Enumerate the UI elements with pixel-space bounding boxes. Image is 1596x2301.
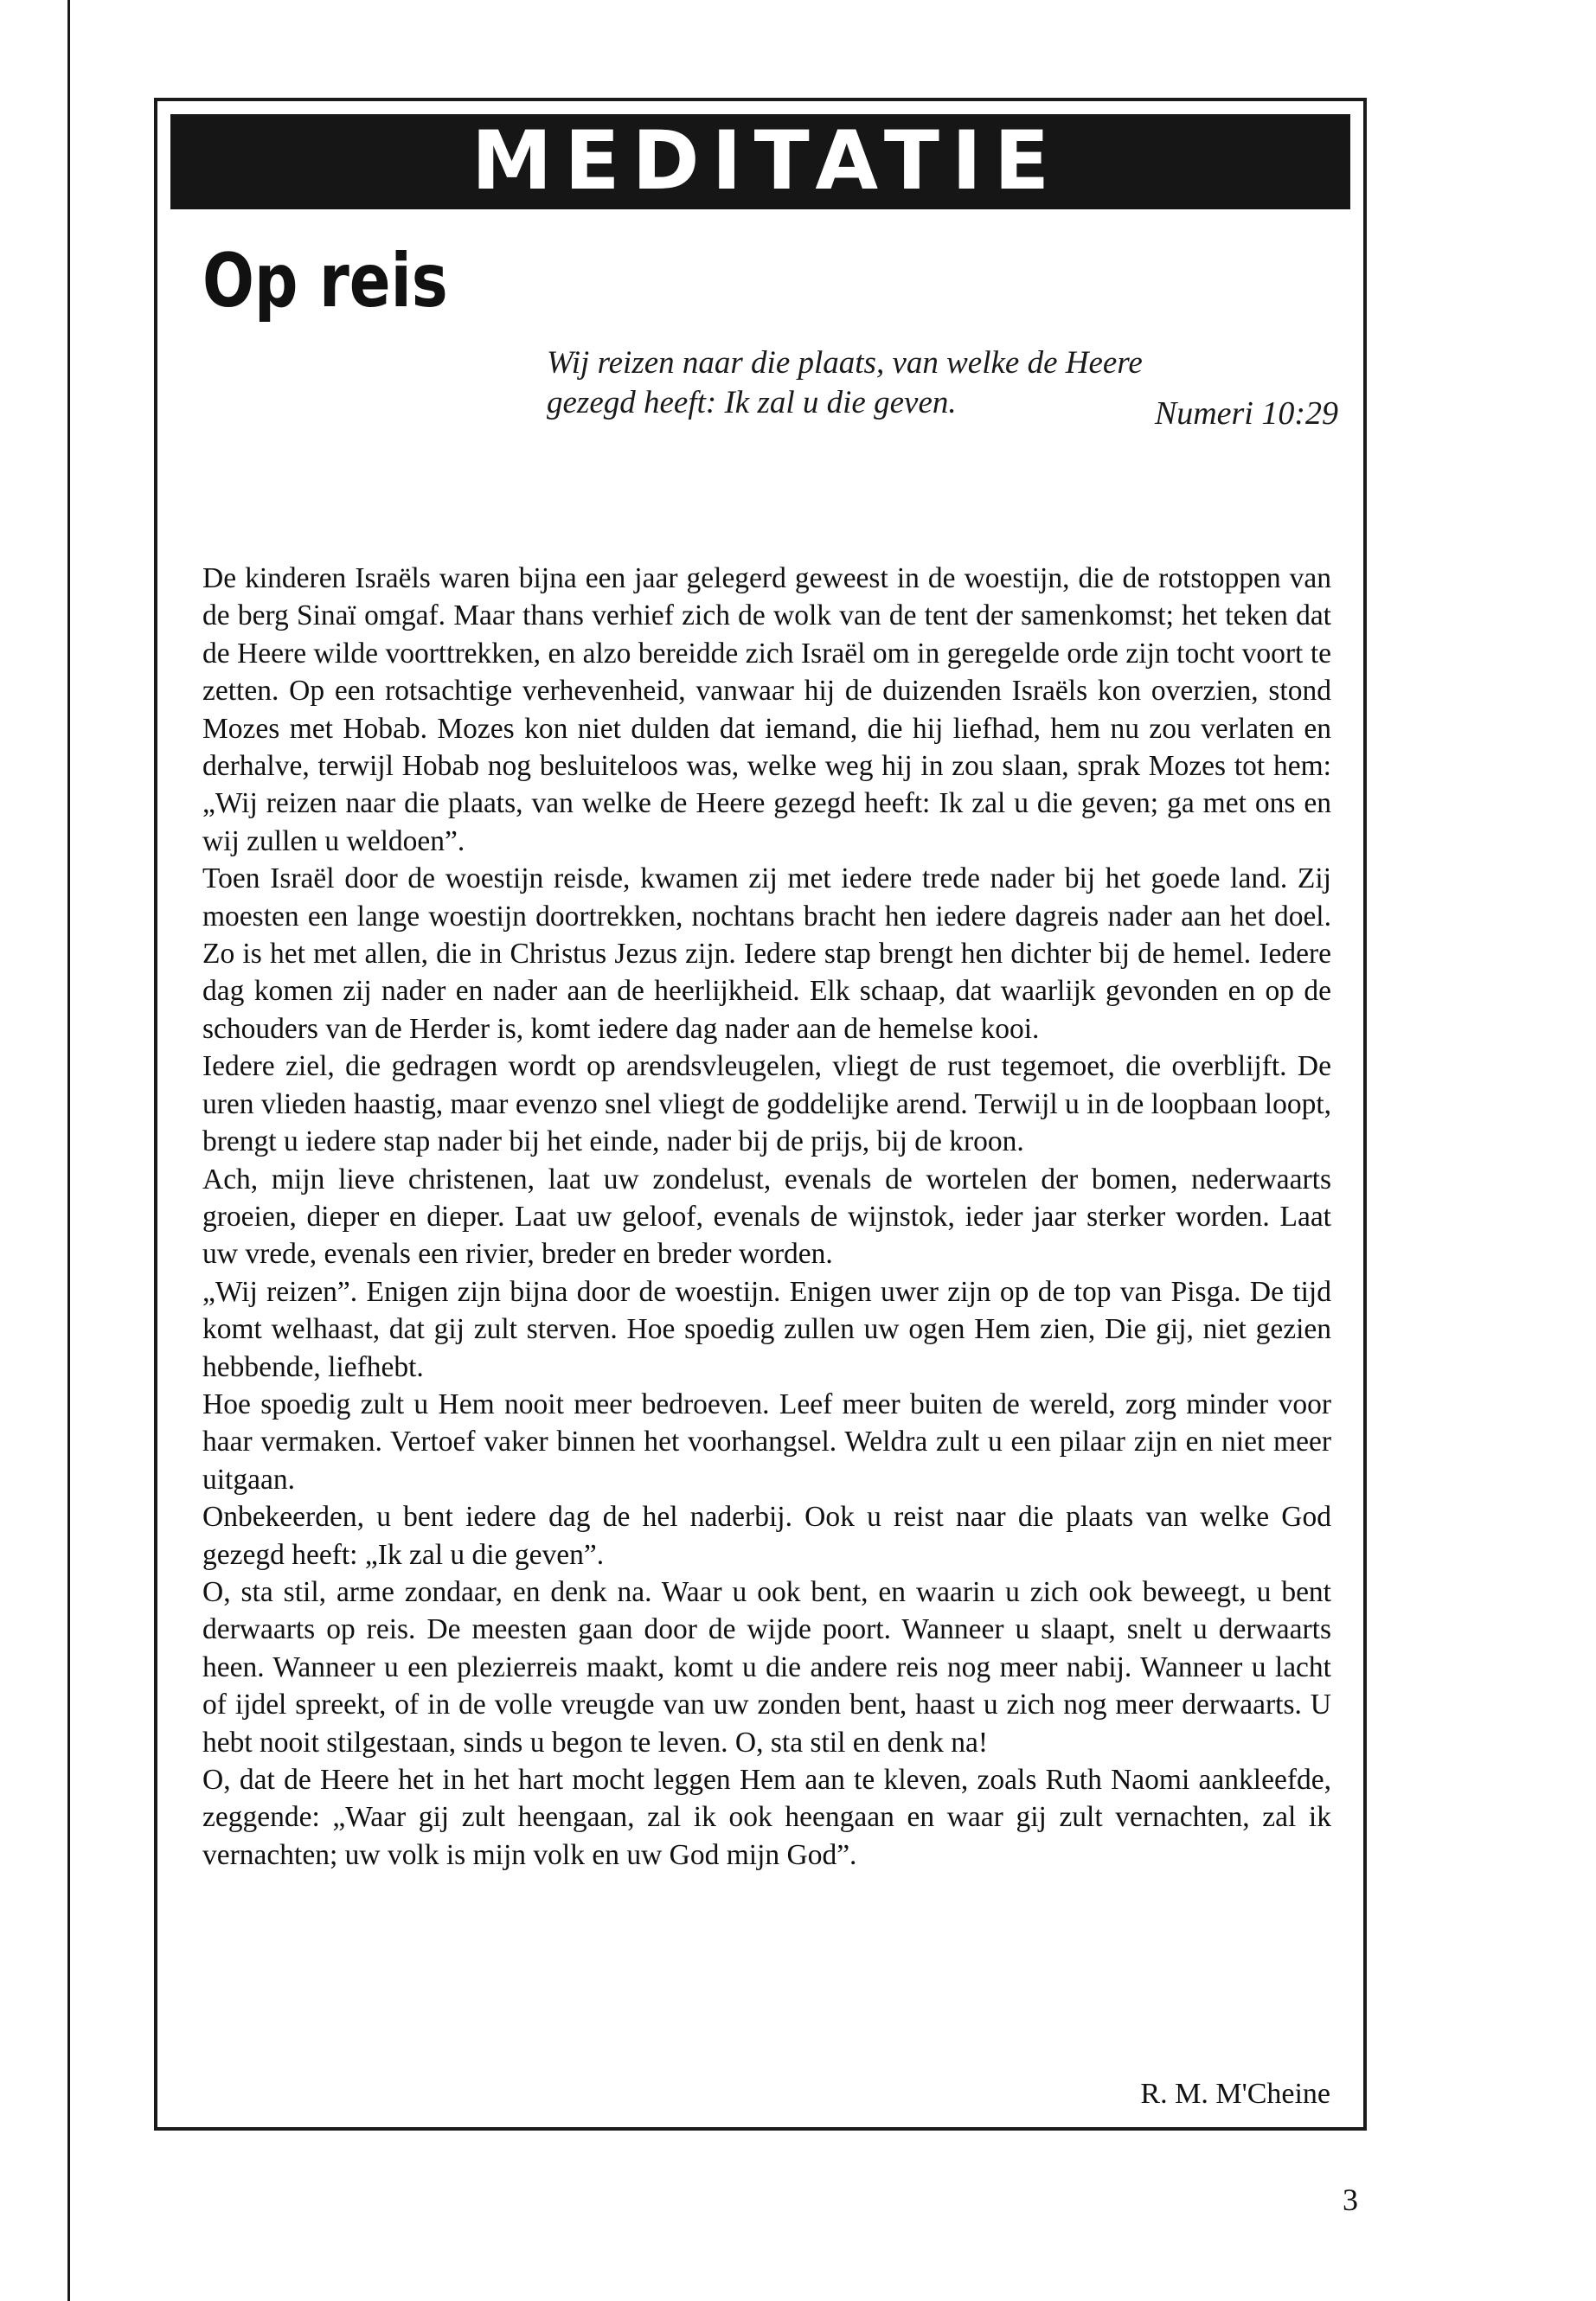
paragraph: De kinderen Israëls waren bijna een jaar gelegerd geweest in de woestijn, die de rotstoppen van de berg Sinaï omgaf. Maar thans verhief zich de wolk van de tent der samenkomst; het teken dat de Heere wilde voorttrekken, en alzo bereidde zich Israël om in geregelde orde zijn tocht voort te zetten. Op een rotsachtige verhevenheid, vanwaar hij de duizenden Israëls kon overzien, stond Mozes met Hobab. Mozes kon niet dulden dat iemand, die hij liefhad, hem nu zou verlaten en derhalve, terwijl Hobab nog besluiteloos was, welke weg hij in zou slaan, sprak Mozes tot hem: „Wij reizen naar die plaats, van welke de Heere gezegd heeft: Ik zal u die geven; ga met ons en wij zullen u weldoen”. xyxy=(202,562,1331,857)
section-banner-label: MEDITATIE xyxy=(471,114,1062,208)
page-number: 3 xyxy=(1343,2182,1358,2217)
paragraph: Hoe spoedig zult u Hem nooit meer bedroeven. Leef meer buiten de wereld, zorg minder voor haar vermaken. Vertoef vaker binnen het voorhangsel. Weldra zult u een pilaar zijn en niet meer uitgaan. xyxy=(202,1388,1331,1496)
article-body xyxy=(202,560,1331,1874)
epigraph-line-2: gezegd heeft: Ik zal u die geven. xyxy=(547,385,957,420)
section-banner xyxy=(170,114,1350,209)
page-binding-line xyxy=(67,0,70,2301)
epigraph-reference: Numeri 10:29 xyxy=(1154,395,1338,432)
epigraph xyxy=(547,343,1338,432)
paragraph: Iedere ziel, die gedragen wordt op arendsvleugelen, vliegt de rust tegemoet, die overblijft. De uren vlieden haastig, maar evenzo snel vliegt de goddelijke arend. Terwijl u in de loopbaan loopt, brengt u iedere stap nader bij het einde, nader bij de prijs, bij de kroon. xyxy=(202,1050,1331,1158)
paragraph: Onbekeerden, u bent iedere dag de hel naderbij. Ook u reist naar die plaats van welke God gezegd heeft: „Ik zal u die geven”. xyxy=(202,1501,1331,1571)
paragraph: Toen Israël door de woestijn reisde, kwamen zij met iedere trede nader bij het goede land. Zij moesten een lange woestijn doortrekken, nochtans bracht hen iedere dagreis nader aan het doel. Zo is het met allen, die in Christus Jezus zijn. Iedere stap brengt hen dichter bij de hemel. Iedere dag komen zij nader en nader aan de heerlijkheid. Elk schaap, dat waarlijk gevonden en op de schouders van de Herder is, komt iedere dag nader aan de hemelse kooi. xyxy=(202,862,1331,1045)
epigraph-line-1: Wij reizen naar die plaats, van welke de Heere xyxy=(547,345,1143,381)
author-signature: R. M. M'Cheine xyxy=(1140,2078,1330,2110)
paragraph: O, dat de Heere het in het hart mocht leggen Hem aan te kleven, zoals Ruth Naomi aankleefde, zeggende: „Waar gij zult heengaan, zal ik ook heengaan en waar gij zult vernachten, zal ik vernachten; uw volk is mijn volk en uw God mijn God”. xyxy=(202,1764,1331,1871)
paragraph: Ach, mijn lieve christenen, laat uw zondelust, evenals de wortelen der bomen, nederwaarts groeien, dieper en dieper. Laat uw geloof, evenals de wijnstok, ieder jaar sterker worden. Laat uw vrede, evenals een rivier, breder en breder worden. xyxy=(202,1163,1331,1271)
paragraph: „Wij reizen”. Enigen zijn bijna door de woestijn. Enigen uwer zijn op de top van Pisga. De tijd komt welhaast, dat gij zult sterven. Hoe spoedig zullen uw ogen Hem zien, Die gij, niet gezien hebbende, liefhebt. xyxy=(202,1275,1331,1383)
paragraph: O, sta stil, arme zondaar, en denk na. Waar u ook bent, en waarin u zich ook beweegt, u bent derwaarts op reis. De meesten gaan door de wijde poort. Wanneer u slaapt, snelt u derwaarts heen. Wanneer u een plezierreis maakt, komt u die andere reis nog meer nabij. Wanneer u lacht of ijdel spreekt, of in de volle vreugde van uw zonden bent, haast u zich nog meer derwaarts. U hebt nooit stilgestaan, sinds u begon te leven. O, sta stil en denk na! xyxy=(202,1575,1331,1759)
article-frame xyxy=(154,98,1367,2131)
article-title: Op reis xyxy=(202,238,448,324)
